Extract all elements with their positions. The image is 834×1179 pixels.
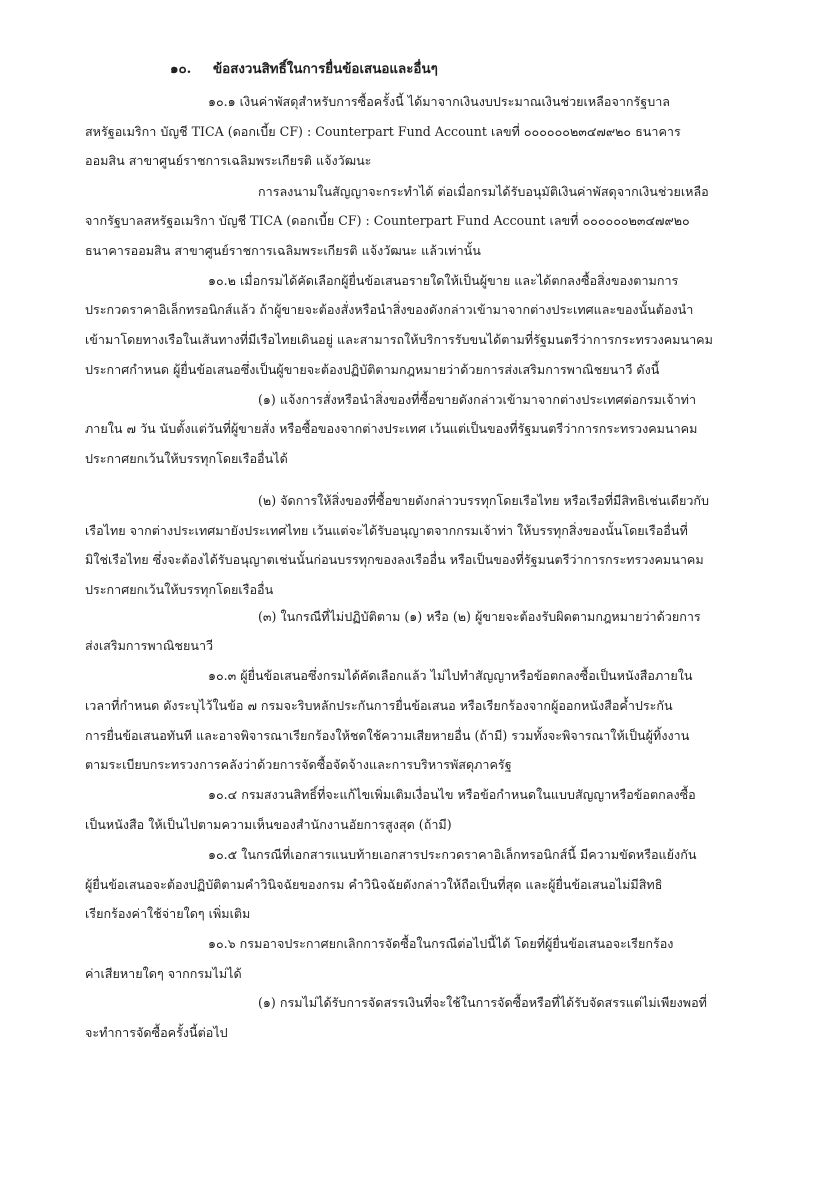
section-title: ข้อสงวนสิทธิ์ในการยื่นข้อเสนอและอื่นๆ [213,61,438,77]
item-2-line-2: เรือไทย จากต่างประเทศมายังประเทศไทย เว้นแต่จะได้รับอนุญาตจากกรมเจ้าท่า ให้บรรทุกสิ่งของนั้นโดยเรืออื่นที่ [85,523,688,538]
paragraph-10-5-line-3: เรียกร้องค่าใช้จ่ายใดๆ เพิ่มเติม [85,906,251,921]
paragraph-10-3-line-4: ตามระเบียบกระทรวงการคลังว่าด้วยการจัดซื้อจัดจ้างและการบริหารพัสดุภาครัฐ [85,757,512,772]
paragraph-10-4-line-1: ๑๐.๔ กรมสงวนสิทธิ์ที่จะแก้ไขเพิ่มเติมเงื่อนไข หรือข้อกำหนดในแบบสัญญาหรือข้อตกลงซื้อ [208,787,696,802]
paragraph-10-3-line-2: เวลาที่กำหนด ดังระบุไว้ในข้อ ๗ กรมจะริบหลักประกันการยื่นข้อเสนอ หรือเรียกร้องจากผู้ออกหนังสือค้ำประกัน [85,698,673,713]
paragraph-10-1-line-1: ๑๐.๑ เงินค่าพัสดุสำหรับการซื้อครั้งนี้ ได้มาจากเงินงบประมาณเงินช่วยเหลือจากรัฐบาล [208,94,671,109]
paragraph-10-4-line-2: เป็นหนังสือ ให้เป็นไปตามความเห็นของสำนักงานอัยการสูงสุด (ถ้ามี) [85,817,452,832]
paragraph-10-5-line-1: ๑๐.๕ ในกรณีที่เอกสารแนบท้ายเอกสารประกวดราคาอิเล็กทรอนิกส์นี้ มีความขัดหรือแย้งกัน [208,847,697,862]
item-2-line-3: มิใช่เรือไทย ซึ่งจะต้องได้รับอนุญาตเช่นนั้นก่อนบรรทุกของลงเรืออื่น หรือเป็นของที่รัฐมนตรีว่าการกระทรวงคมนาคม [85,552,704,567]
paragraph-10-2-line-1: ๑๐.๒ เมื่อกรมได้คัดเลือกผู้ยื่นข้อเสนอรายใดให้เป็นผู้ขาย และได้ตกลงซื้อสิ่งของตามการ [208,273,679,288]
paragraph-10-6-line-2: ค่าเสียหายใดๆ จากกรมไม่ได้ [85,966,242,981]
item-1-line-3: ประกาศยกเว้นให้บรรทุกโดยเรืออื่นได้ [85,451,288,466]
paragraph-10-2-line-4: ประกาศกำหนด ผู้ยื่นข้อเสนอซึ่งเป็นผู้ขายจะต้องปฏิบัติตามกฎหมายว่าด้วยการส่งเสริมการพาณิชยนาวี ดังนี้ [85,362,660,377]
paragraph-10-2-line-3: เข้ามาโดยทางเรือในเส้นทางที่มีเรือไทยเดินอยู่ และสามารถให้บริการรับขนได้ตามที่รัฐมนตรีว่าการกระทรวงคมนาคม [85,332,713,347]
section-number: ๑๐. [170,61,192,77]
paragraph-10-6-line-1: ๑๐.๖ กรมอาจประกาศยกเลิกการจัดซื้อในกรณีต่อไปนี้ได้ โดยที่ผู้ยื่นข้อเสนอจะเรียกร้อง [208,936,674,951]
paragraph-10-5-line-2: ผู้ยื่นข้อเสนอจะต้องปฏิบัติตามคำวินิจฉัยของกรม คำวินิจฉัยดังกล่าวให้ถือเป็นที่สุด และผู้ยื่นข้อเสนอไม่มีสิทธิ [85,877,663,892]
paragraph-10-3-line-1: ๑๐.๓ ผู้ยื่นข้อเสนอซึ่งกรมได้คัดเลือกแล้ว ไม่ไปทำสัญญาหรือข้อตกลงซื้อเป็นหนังสือภายใน [208,668,693,683]
signing-condition-line-3: ธนาคารออมสิน สาขาศูนย์ราชการเฉลิมพระเกียรติ แจ้งวัฒนะ แล้วเท่านั้น [85,243,481,258]
item-2-line-4: ประกาศยกเว้นให้บรรทุกโดยเรืออื่น [85,582,274,597]
paragraph-10-3-line-3: การยื่นข้อเสนอทันที และอาจพิจารณาเรียกร้องให้ชดใช้ความเสียหายอื่น (ถ้ามี) รวมทั้งจะพิจารณาให้เป็นผู้ทิ้งงาน [85,728,690,743]
item-1-line-1: (๑) แจ้งการสั่งหรือนำสิ่งของที่ซื้อขายดังกล่าวเข้ามาจากต่างประเทศต่อกรมเจ้าท่า [258,392,697,407]
paragraph-10-2-line-2: ประกวดราคาอิเล็กทรอนิกส์แล้ว ถ้าผู้ขายจะต้องสั่งหรือนำสิ่งของดังกล่าวเข้ามาจากต่างประเทศและของนั้นต้องนำ [85,302,694,317]
paragraph-10-1-line-2: สหรัฐอเมริกา บัญชี TICA (ดอกเบี้ย CF) : Counterpart Fund Account เลขที่ ๐๐๐๐๐๐๒๓๔๗๙๒๐ ธนาคาร [85,124,681,139]
item-2-line-1: (๒) จัดการให้สิ่งของที่ซื้อขายดังกล่าวบรรทุกโดยเรือไทย หรือเรือที่มีสิทธิเช่นเดียวกับ [258,493,710,508]
signing-condition-line-2: จากรัฐบาลสหรัฐอเมริกา บัญชี TICA (ดอกเบี้ย CF) : Counterpart Fund Account เลขที่ ๐๐๐๐๐๐๒๓๔๗๙๒๐ [85,213,690,228]
item-1-line-2: ภายใน ๗ วัน นับตั้งแต่วันที่ผู้ขายสั่ง หรือซื้อของจากต่างประเทศ เว้นแต่เป็นของที่รัฐมนตรีว่าการกระทรวงคมนาคม [85,421,698,436]
paragraph-10-1-line-3: ออมสิน สาขาศูนย์ราชการเฉลิมพระเกียรติ แจ้งวัฒนะ [85,153,372,168]
signing-condition-line-1: การลงนามในสัญญาจะกระทำได้ ต่อเมื่อกรมได้รับอนุมัติเงินค่าพัสดุจากเงินช่วยเหลือ [258,184,709,199]
item-3-line-2: ส่งเสริมการพาณิชยนาวี [85,638,214,653]
item-10-6-1-line-1: (๑) กรมไม่ได้รับการจัดสรรเงินที่จะใช้ในการจัดซื้อหรือที่ได้รับจัดสรรแต่ไม่เพียงพอที่ [258,995,707,1010]
item-3-line-1: (๓) ในกรณีที่ไม่ปฏิบัติตาม (๑) หรือ (๒) ผู้ขายจะต้องรับผิดตามกฎหมายว่าด้วยการ [258,609,701,624]
item-10-6-1-line-2: จะทำการจัดซื้อครั้งนี้ต่อไป [85,1025,228,1040]
